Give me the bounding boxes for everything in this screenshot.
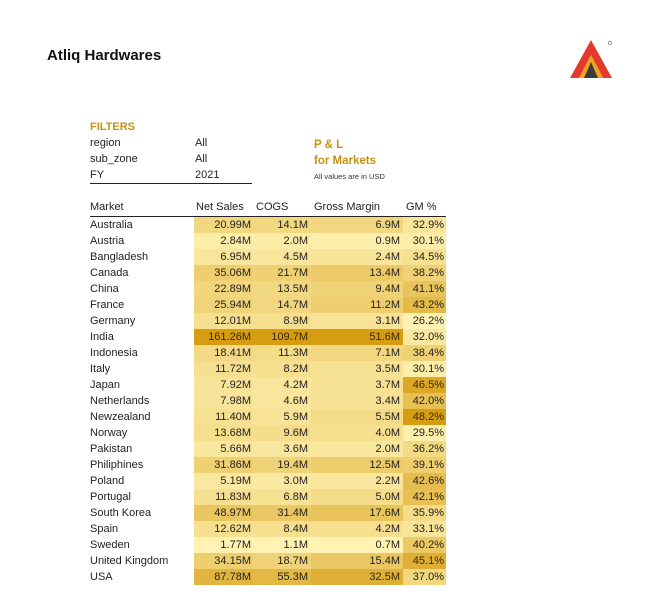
cell-gm-pct: 29.5% xyxy=(403,425,446,441)
cell-gross-margin: 13.4M xyxy=(311,265,403,281)
cell-net-sales: 5.66M xyxy=(194,441,253,457)
cell-gross-margin: 51.6M xyxy=(311,329,403,345)
cell-gm-pct: 42.6% xyxy=(403,473,446,489)
filter-value[interactable]: All xyxy=(195,137,208,149)
cell-gm-pct: 39.1% xyxy=(403,457,446,473)
table-row xyxy=(90,377,446,393)
cell-cogs: 6.8M xyxy=(253,489,311,505)
cell-cogs: 9.6M xyxy=(253,425,311,441)
cell-net-sales: 12.01M xyxy=(194,313,253,329)
cell-net-sales: 5.19M xyxy=(194,473,253,489)
table-row xyxy=(90,265,446,281)
cell-gm-pct: 37.0% xyxy=(403,569,446,585)
cell-market: Canada xyxy=(90,267,129,279)
cell-net-sales: 12.62M xyxy=(194,521,253,537)
cell-market: USA xyxy=(90,571,113,583)
table-row xyxy=(90,505,446,521)
cell-cogs: 109.7M xyxy=(253,329,311,345)
table-row xyxy=(90,457,446,473)
cell-cogs: 1.1M xyxy=(253,537,311,553)
cell-market: Spain xyxy=(90,523,119,535)
col-cogs-header: COGS xyxy=(256,201,289,213)
cell-cogs: 14.7M xyxy=(253,297,311,313)
cell-market: Austria xyxy=(90,235,125,247)
cell-cogs: 18.7M xyxy=(253,553,311,569)
cell-gm-pct: 38.2% xyxy=(403,265,446,281)
cell-cogs: 8.4M xyxy=(253,521,311,537)
cell-gm-pct: 46.5% xyxy=(403,377,446,393)
cell-gm-pct: 32.0% xyxy=(403,329,446,345)
cell-gross-margin: 2.4M xyxy=(311,249,403,265)
cell-market: Philiphines xyxy=(90,459,144,471)
table-row xyxy=(90,425,446,441)
cell-gm-pct: 26.2% xyxy=(403,313,446,329)
table-row xyxy=(90,409,446,425)
cell-gross-margin: 2.0M xyxy=(311,441,403,457)
cell-market: Australia xyxy=(90,219,133,231)
cell-market: Bangladesh xyxy=(90,251,149,263)
cell-gross-margin: 3.1M xyxy=(311,313,403,329)
cell-cogs: 3.0M xyxy=(253,473,311,489)
cell-net-sales: 11.40M xyxy=(194,409,253,425)
cell-gross-margin: 2.2M xyxy=(311,473,403,489)
cell-net-sales: 2.84M xyxy=(194,233,253,249)
report-title-line2: for Markets xyxy=(314,155,376,167)
cell-gross-margin: 3.7M xyxy=(311,377,403,393)
table-row xyxy=(90,489,446,505)
table-row xyxy=(90,217,446,233)
filter-label: region xyxy=(90,137,121,149)
cell-cogs: 4.2M xyxy=(253,377,311,393)
cell-gross-margin: 3.4M xyxy=(311,393,403,409)
cell-market: Italy xyxy=(90,363,111,375)
cell-cogs: 8.9M xyxy=(253,313,311,329)
cell-gm-pct: 40.2% xyxy=(403,537,446,553)
cell-net-sales: 20.99M xyxy=(194,217,253,233)
table-row xyxy=(90,345,446,361)
cell-market: Indonesia xyxy=(90,347,138,359)
registered-mark xyxy=(608,41,611,44)
cell-net-sales: 18.41M xyxy=(194,345,253,361)
table-row xyxy=(90,393,446,409)
cell-market: Norway xyxy=(90,427,128,439)
cell-net-sales: 11.72M xyxy=(194,361,253,377)
cell-gross-margin: 5.0M xyxy=(311,489,403,505)
cell-gross-margin: 12.5M xyxy=(311,457,403,473)
cell-net-sales: 161.26M xyxy=(194,329,253,345)
cell-market: South Korea xyxy=(90,507,152,519)
col-gm-pct-header: GM % xyxy=(406,201,437,213)
cell-net-sales: 35.06M xyxy=(194,265,253,281)
cell-cogs: 19.4M xyxy=(253,457,311,473)
table-row xyxy=(90,569,446,585)
cell-gross-margin: 17.6M xyxy=(311,505,403,521)
cell-market: India xyxy=(90,331,114,343)
cell-gross-margin: 7.1M xyxy=(311,345,403,361)
cell-gm-pct: 43.2% xyxy=(403,297,446,313)
cell-cogs: 13.5M xyxy=(253,281,311,297)
cell-net-sales: 6.95M xyxy=(194,249,253,265)
cell-gross-margin: 0.7M xyxy=(311,537,403,553)
company-title: Atliq Hardwares xyxy=(47,47,162,64)
cell-cogs: 5.9M xyxy=(253,409,311,425)
cell-net-sales: 87.78M xyxy=(194,569,253,585)
cell-gross-margin: 15.4M xyxy=(311,553,403,569)
units-note: All values are in USD xyxy=(314,172,385,181)
cell-cogs: 8.2M xyxy=(253,361,311,377)
table-row xyxy=(90,521,446,537)
cell-cogs: 3.6M xyxy=(253,441,311,457)
cell-cogs: 4.6M xyxy=(253,393,311,409)
cell-cogs: 14.1M xyxy=(253,217,311,233)
table-header xyxy=(90,200,446,217)
cell-gross-margin: 32.5M xyxy=(311,569,403,585)
cell-gm-pct: 42.1% xyxy=(403,489,446,505)
cell-net-sales: 34.15M xyxy=(194,553,253,569)
table-row xyxy=(90,361,446,377)
cell-gross-margin: 11.2M xyxy=(311,297,403,313)
cell-net-sales: 1.77M xyxy=(194,537,253,553)
cell-cogs: 2.0M xyxy=(253,233,311,249)
cell-cogs: 4.5M xyxy=(253,249,311,265)
cell-net-sales: 7.98M xyxy=(194,393,253,409)
cell-net-sales: 48.97M xyxy=(194,505,253,521)
cell-gm-pct: 35.9% xyxy=(403,505,446,521)
cell-net-sales: 25.94M xyxy=(194,297,253,313)
cell-gm-pct: 32.9% xyxy=(403,217,446,233)
table-row xyxy=(90,329,446,345)
cell-market: China xyxy=(90,283,119,295)
cell-net-sales: 13.68M xyxy=(194,425,253,441)
col-net-sales-header: Net Sales xyxy=(196,201,244,213)
pl-table xyxy=(90,200,446,585)
cell-market: Portugal xyxy=(90,491,131,503)
cell-gross-margin: 6.9M xyxy=(311,217,403,233)
table-row xyxy=(90,441,446,457)
cell-gm-pct: 30.1% xyxy=(403,233,446,249)
cell-market: Netherlands xyxy=(90,395,150,407)
filter-label: sub_zone xyxy=(90,153,138,165)
cell-cogs: 11.3M xyxy=(253,345,311,361)
report-title-line1: P & L xyxy=(314,139,344,151)
cell-market: Poland xyxy=(90,475,125,487)
cell-net-sales: 7.92M xyxy=(194,377,253,393)
cell-market: Newzealand xyxy=(90,411,151,423)
cell-gm-pct: 36.2% xyxy=(403,441,446,457)
col-gross-margin-header: Gross Margin xyxy=(314,201,381,213)
table-row xyxy=(90,297,446,313)
cell-gross-margin: 5.5M xyxy=(311,409,403,425)
cell-market: United Kingdom xyxy=(90,555,169,567)
cell-gm-pct: 30.1% xyxy=(403,361,446,377)
filters-divider xyxy=(90,183,252,184)
filters-heading: FILTERS xyxy=(90,121,136,133)
cell-market: Germany xyxy=(90,315,136,327)
cell-market: Japan xyxy=(90,379,120,391)
col-market-header: Market xyxy=(90,201,124,213)
cell-gross-margin: 4.0M xyxy=(311,425,403,441)
atliq-logo-icon xyxy=(568,38,614,80)
cell-gross-margin: 4.2M xyxy=(311,521,403,537)
table-body xyxy=(90,217,446,585)
cell-gm-pct: 33.1% xyxy=(403,521,446,537)
cell-market: Sweden xyxy=(90,539,130,551)
table-row xyxy=(90,473,446,489)
cell-gross-margin: 9.4M xyxy=(311,281,403,297)
report-title xyxy=(314,137,376,169)
table-row xyxy=(90,537,446,553)
table-row xyxy=(90,313,446,329)
filter-value[interactable]: All xyxy=(195,153,208,165)
cell-market: Pakistan xyxy=(90,443,133,455)
filter-label: FY xyxy=(90,169,105,181)
cell-gross-margin: 3.5M xyxy=(311,361,403,377)
filter-value[interactable]: 2021 xyxy=(195,169,220,181)
table-row xyxy=(90,281,446,297)
table-row xyxy=(90,249,446,265)
cell-net-sales: 31.86M xyxy=(194,457,253,473)
cell-gm-pct: 48.2% xyxy=(403,409,446,425)
cell-cogs: 55.3M xyxy=(253,569,311,585)
table-row xyxy=(90,233,446,249)
cell-net-sales: 11.83M xyxy=(194,489,253,505)
cell-gm-pct: 34.5% xyxy=(403,249,446,265)
cell-market: France xyxy=(90,299,125,311)
cell-gm-pct: 45.1% xyxy=(403,553,446,569)
cell-gm-pct: 41.1% xyxy=(403,281,446,297)
cell-cogs: 21.7M xyxy=(253,265,311,281)
cell-cogs: 31.4M xyxy=(253,505,311,521)
cell-gm-pct: 38.4% xyxy=(403,345,446,361)
cell-gm-pct: 42.0% xyxy=(403,393,446,409)
table-row xyxy=(90,553,446,569)
cell-net-sales: 22.89M xyxy=(194,281,253,297)
cell-gross-margin: 0.9M xyxy=(311,233,403,249)
